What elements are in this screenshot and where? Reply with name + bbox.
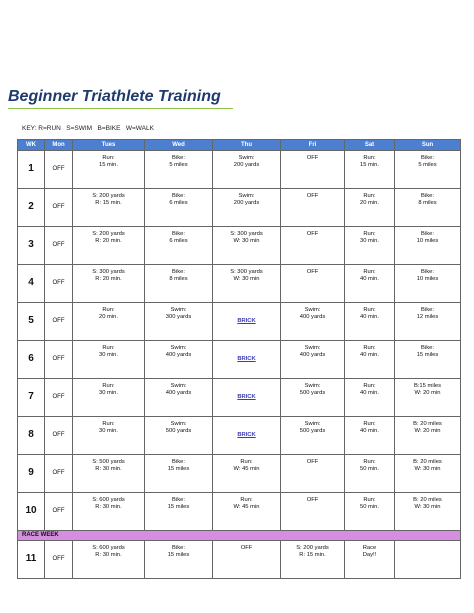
workout-text: OFF [306, 193, 319, 199]
workout-cell-sun [395, 265, 461, 303]
workout-text: 300 yards [165, 313, 192, 320]
workout-text: R: 30 min. [95, 503, 122, 510]
workout-text: Run: [363, 421, 376, 427]
workout-text: Bike: [421, 155, 434, 161]
week-row [18, 455, 461, 493]
workout-cell-mon [45, 227, 73, 265]
workout-text: Run: [363, 193, 376, 199]
workout-text: W: 30 min [414, 503, 441, 510]
workout-cell-fri [281, 227, 345, 265]
workout-text: 15 miles [167, 503, 190, 510]
workout-text: 400 yards [165, 389, 192, 396]
workout-text: Run: [363, 459, 376, 465]
workout-text: W: 45 min [233, 503, 260, 510]
workout-text: 400 yards [165, 351, 192, 358]
week-row [18, 341, 461, 379]
workout-cell-sun [395, 227, 461, 265]
workout-text: 15 miles [167, 551, 190, 558]
workout-text: Run: [363, 307, 376, 313]
workout-cell-sun [395, 455, 461, 493]
workout-cell-fri [281, 151, 345, 189]
workout-cell-thu [213, 227, 281, 265]
workout-cell-fri [281, 341, 345, 379]
workout-cell-tues [73, 189, 145, 227]
workout-text: Bike: [421, 193, 434, 199]
race-week-row [18, 541, 461, 579]
workout-text: Swim: [238, 193, 255, 199]
workout-text: OFF [52, 204, 65, 211]
workout-text: OFF [52, 508, 65, 515]
workout-cell-thu [213, 455, 281, 493]
workout-cell-sat [345, 417, 395, 455]
workout-cell-thu [213, 379, 281, 417]
week-number: 4 [18, 265, 45, 303]
week-row [18, 303, 461, 341]
workout-cell-fri [281, 379, 345, 417]
workout-cell-wed [145, 265, 213, 303]
workout-cell-mon [45, 541, 73, 579]
workout-text: Run: [363, 383, 376, 389]
workout-text: OFF [52, 166, 65, 173]
workout-text: 5 miles [169, 161, 188, 168]
workout-text: 30 min. [98, 351, 118, 358]
workout-cell-fri [281, 455, 345, 493]
workout-text: R: 20 min. [95, 237, 122, 244]
column-header-tues: Tues [73, 140, 145, 151]
workout-cell-sat [345, 303, 395, 341]
workout-text: R: 20 min. [95, 275, 122, 282]
workout-cell-wed [145, 455, 213, 493]
workout-text: B: 20 miles [413, 421, 442, 427]
workout-text: 40 min. [359, 389, 379, 396]
workout-text: R: 15 min. [95, 199, 122, 206]
workout-cell-thu [213, 493, 281, 531]
workout-text: 10 miles [416, 275, 439, 282]
column-header-sat: Sat [345, 140, 395, 151]
workout-text: 6 miles [169, 199, 188, 206]
workout-text: OFF [52, 470, 65, 477]
workout-cell-wed [145, 303, 213, 341]
workout-cell-tues [73, 341, 145, 379]
workout-text: 40 min. [359, 427, 379, 434]
workout-text: W: 30 min [233, 275, 260, 282]
workout-cell-thu [213, 341, 281, 379]
workout-cell-mon [45, 341, 73, 379]
column-header-wk: WK [18, 140, 45, 151]
week-row [18, 265, 461, 303]
workout-cell-wed [145, 227, 213, 265]
workout-text: OFF [52, 318, 65, 325]
workout-cell-tues [73, 541, 145, 579]
page-title: Beginner Triathlete Training [8, 88, 221, 105]
brick-link[interactable]: BRICK [237, 394, 256, 401]
workout-text: Run: [102, 345, 115, 351]
workout-text: 30 min. [359, 237, 379, 244]
workout-text: Bike: [172, 459, 185, 465]
training-table [17, 139, 461, 579]
key-legend: KEY: R=RUN S=SWIM B=BIKE W=WALK [22, 125, 154, 132]
workout-text: 40 min. [359, 275, 379, 282]
header-row [18, 140, 461, 151]
week-row [18, 151, 461, 189]
workout-text: OFF [52, 356, 65, 363]
workout-text: Swim: [304, 421, 321, 427]
workout-text: W: 30 min [414, 465, 441, 472]
week-row [18, 227, 461, 265]
workout-text: Bike: [421, 269, 434, 275]
workout-text: Bike: [172, 497, 185, 503]
workout-cell-sat [345, 189, 395, 227]
workout-text: 200 yards [233, 199, 260, 206]
workout-text: Bike: [421, 307, 434, 313]
brick-link[interactable]: BRICK [237, 356, 256, 363]
workout-text: 400 yards [299, 351, 326, 358]
workout-cell-mon [45, 303, 73, 341]
workout-cell-sat [345, 341, 395, 379]
workout-cell-tues [73, 493, 145, 531]
week-number: 3 [18, 227, 45, 265]
workout-text: 200 yards [233, 161, 260, 168]
workout-text: S: 600 yards [92, 545, 125, 551]
workout-text: OFF [52, 556, 65, 563]
workout-text: Bike: [172, 155, 185, 161]
workout-text: 15 min. [98, 161, 118, 168]
workout-cell-mon [45, 379, 73, 417]
workout-cell-thu [213, 303, 281, 341]
workout-text: W: 45 min [233, 465, 260, 472]
workout-cell-mon [45, 417, 73, 455]
workout-text: Swim: [170, 345, 187, 351]
workout-cell-wed [145, 493, 213, 531]
workout-cell-sat [345, 493, 395, 531]
workout-text: W: 30 min [233, 237, 260, 244]
workout-text: Swim: [304, 383, 321, 389]
workout-cell-sun [395, 189, 461, 227]
week-row [18, 417, 461, 455]
workout-cell-sun [395, 493, 461, 531]
workout-text: S: 500 yards [92, 459, 125, 465]
workout-text: 8 miles [418, 199, 437, 206]
workout-cell-sat [345, 379, 395, 417]
workout-text: 400 yards [299, 313, 326, 320]
workout-text: 30 min. [98, 427, 118, 434]
workout-cell-wed [145, 379, 213, 417]
column-header-wed: Wed [145, 140, 213, 151]
workout-cell-thu [213, 265, 281, 303]
workout-text: S: 300 yards [230, 231, 263, 237]
workout-text: B: 20 miles [413, 497, 442, 503]
workout-cell-mon [45, 493, 73, 531]
workout-text: OFF [52, 394, 65, 401]
workout-cell-tues [73, 303, 145, 341]
workout-cell-mon [45, 189, 73, 227]
workout-text: 50 min. [359, 503, 379, 510]
workout-text: Swim: [170, 421, 187, 427]
workout-text: Run: [363, 231, 376, 237]
workout-text: 20 min. [98, 313, 118, 320]
workout-text: Run: [102, 155, 115, 161]
workout-text: 8 miles [169, 275, 188, 282]
workout-cell-wed [145, 341, 213, 379]
workout-cell-fri [281, 417, 345, 455]
workout-cell-tues [73, 227, 145, 265]
workout-cell-sun [395, 341, 461, 379]
workout-text: 10 miles [416, 237, 439, 244]
workout-text: Run: [363, 497, 376, 503]
brick-link[interactable]: BRICK [237, 318, 256, 325]
workout-cell-fri [281, 541, 345, 579]
workout-text: Run: [363, 269, 376, 275]
workout-cell-sat [345, 151, 395, 189]
week-row [18, 379, 461, 417]
workout-text: Bike: [172, 231, 185, 237]
workout-text: S: 200 yards [92, 231, 125, 237]
workout-text: Swim: [304, 345, 321, 351]
workout-cell-sat [345, 541, 395, 579]
workout-text: 500 yards [299, 427, 326, 434]
week-number: 11 [18, 541, 45, 579]
workout-text: Swim: [238, 155, 255, 161]
workout-cell-fri [281, 493, 345, 531]
workout-text: 5 miles [418, 161, 437, 168]
workout-cell-fri [281, 303, 345, 341]
workout-cell-thu [213, 189, 281, 227]
workout-text: 12 miles [416, 313, 439, 320]
workout-text: Run: [102, 421, 115, 427]
workout-text: Race [362, 545, 377, 551]
workout-cell-tues [73, 265, 145, 303]
workout-text: Bike: [421, 345, 434, 351]
column-header-thu: Thu [213, 140, 281, 151]
workout-text: Swim: [170, 307, 187, 313]
workout-cell-sun [395, 541, 461, 579]
week-number: 6 [18, 341, 45, 379]
workout-cell-tues [73, 455, 145, 493]
workout-text: S: 200 yards [92, 193, 125, 199]
workout-text: 500 yards [165, 427, 192, 434]
week-row [18, 493, 461, 531]
workout-text: 15 miles [167, 465, 190, 472]
workout-cell-sun [395, 303, 461, 341]
workout-text: OFF [306, 231, 319, 237]
workout-cell-sat [345, 265, 395, 303]
workout-cell-thu [213, 417, 281, 455]
week-number: 10 [18, 493, 45, 531]
workout-text: OFF [306, 497, 319, 503]
workout-cell-mon [45, 455, 73, 493]
workout-text: 40 min. [359, 351, 379, 358]
workout-cell-wed [145, 189, 213, 227]
workout-text: 40 min. [359, 313, 379, 320]
workout-text: Bike: [172, 545, 185, 551]
workout-cell-mon [45, 151, 73, 189]
column-header-mon: Mon [45, 140, 73, 151]
workout-cell-sat [345, 455, 395, 493]
title-underline [8, 108, 233, 109]
workout-cell-fri [281, 189, 345, 227]
workout-cell-sat [345, 227, 395, 265]
column-header-sun: Sun [395, 140, 461, 151]
workout-text: S: 300 yards [230, 269, 263, 275]
workout-text: 500 yards [299, 389, 326, 396]
week-number: 5 [18, 303, 45, 341]
workout-text: Run: [102, 383, 115, 389]
workout-text: Bike: [172, 193, 185, 199]
workout-text: S: 300 yards [92, 269, 125, 275]
workout-cell-wed [145, 417, 213, 455]
workout-text: Swim: [170, 383, 187, 389]
workout-text: W: 20 min [414, 427, 441, 434]
workout-text: B: 20 miles [413, 459, 442, 465]
workout-cell-tues [73, 379, 145, 417]
workout-cell-wed [145, 151, 213, 189]
workout-cell-sun [395, 417, 461, 455]
workout-text: OFF [240, 545, 253, 551]
workout-text: R: 30 min. [95, 465, 122, 472]
week-row [18, 189, 461, 227]
workout-cell-mon [45, 265, 73, 303]
workout-text: OFF [52, 242, 65, 249]
workout-cell-wed [145, 541, 213, 579]
workout-cell-fri [281, 265, 345, 303]
workout-text: OFF [306, 459, 319, 465]
race-week-band [18, 531, 461, 541]
workout-text: Day!! [362, 551, 377, 558]
workout-text: Swim: [304, 307, 321, 313]
workout-cell-sun [395, 379, 461, 417]
workout-text: 30 min. [98, 389, 118, 396]
workout-cell-sun [395, 151, 461, 189]
workout-text: Run: [363, 155, 376, 161]
workout-text: Run: [102, 307, 115, 313]
workout-text: 50 min. [359, 465, 379, 472]
workout-text: S: 600 yards [92, 497, 125, 503]
workout-text: Run: [240, 459, 253, 465]
workout-cell-tues [73, 417, 145, 455]
workout-text: R: 30 min. [95, 551, 122, 558]
workout-text: R: 15 min. [299, 551, 326, 558]
week-number: 8 [18, 417, 45, 455]
workout-text: 15 miles [416, 351, 439, 358]
workout-text: Bike: [172, 269, 185, 275]
workout-cell-thu [213, 541, 281, 579]
workout-text: S: 200 yards [296, 545, 329, 551]
workout-text: 15 min. [359, 161, 379, 168]
workout-text: B:15 miles [413, 383, 442, 389]
workout-cell-tues [73, 151, 145, 189]
workout-cell-thu [213, 151, 281, 189]
workout-text: OFF [52, 432, 65, 439]
week-number: 9 [18, 455, 45, 493]
workout-text: Bike: [421, 231, 434, 237]
workout-text: 20 min. [359, 199, 379, 206]
workout-text: OFF [306, 155, 319, 161]
workout-text: W: 20 min [414, 389, 441, 396]
week-number: 2 [18, 189, 45, 227]
week-number: 1 [18, 151, 45, 189]
column-header-fri: Fri [281, 140, 345, 151]
brick-link[interactable]: BRICK [237, 432, 256, 439]
race-week-label: RACE WEEK [18, 531, 461, 541]
workout-text: Run: [240, 497, 253, 503]
workout-text: Run: [363, 345, 376, 351]
workout-text: 6 miles [169, 237, 188, 244]
week-number: 7 [18, 379, 45, 417]
workout-text: OFF [306, 269, 319, 275]
workout-text: OFF [52, 280, 65, 287]
